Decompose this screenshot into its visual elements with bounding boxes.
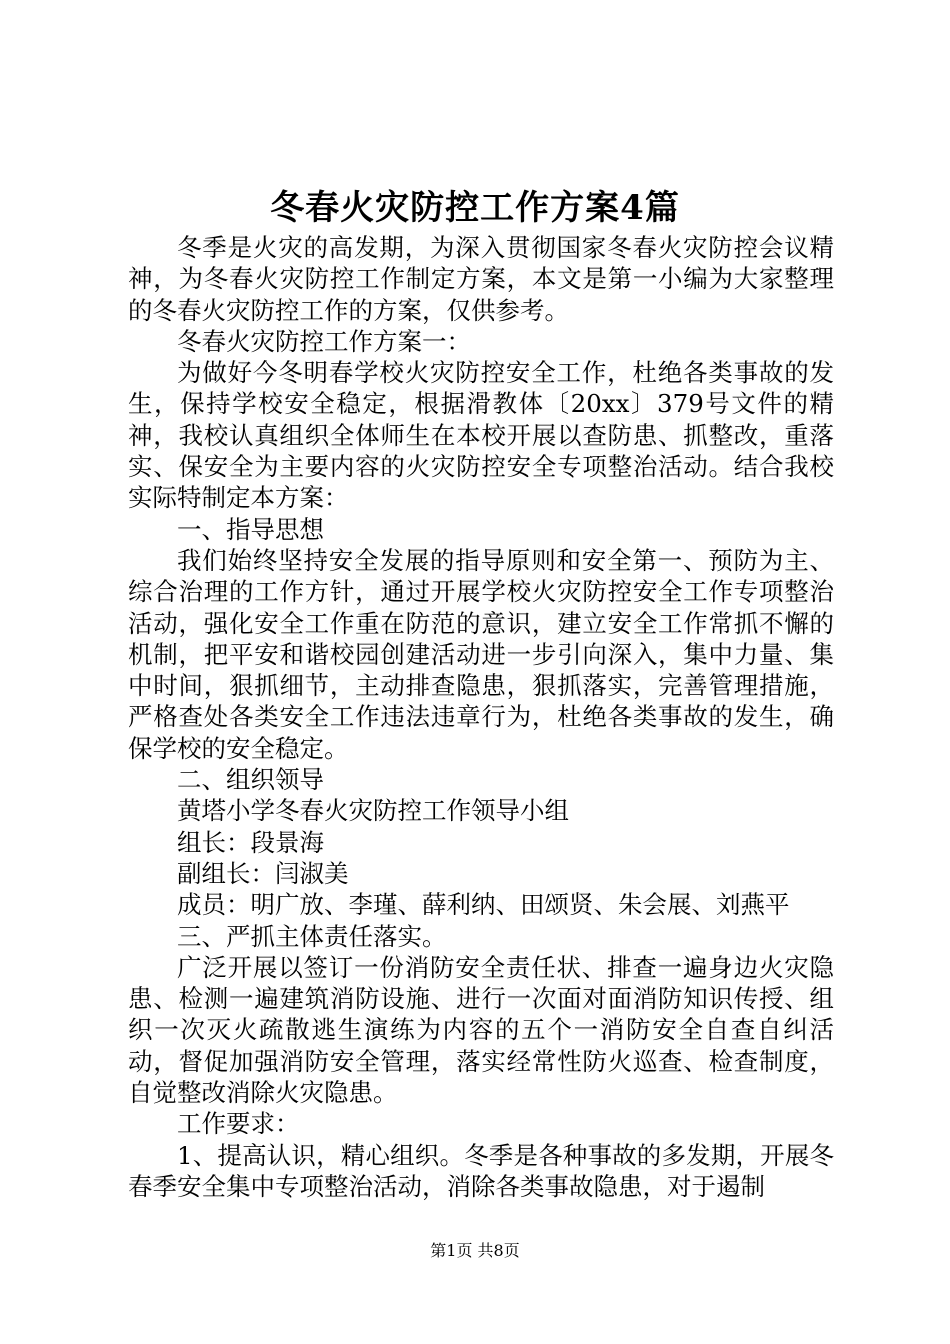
paragraph-group-leader: 组长：段景海: [177, 827, 324, 857]
section-heading-guiding-thought: 一、指导思想: [177, 514, 324, 544]
paragraph-members: 成员：明广放、李瑾、薛利纳、田颂贤、朱会展、刘燕平: [177, 890, 790, 920]
section-heading-organization: 二、组织领导: [177, 765, 324, 795]
paragraph-guiding-thought: 我们始终坚持安全发展的指导原则和安全第一、预防为主、综合治理的工作方针，通过开展学校火灾防控安全工作专项整治活动，强化安全工作重在防范的意识，建立安全工作常抓不懈的机制，把平安和谐校园创建活动进一步引向深入，集中力量、集中时间，狠抓细节，主动排查隐患，狠抓落实，完善管理措施，严格查处各类安全工作违法违章行为，杜绝各类事故的发生，确保学校的安全稳定。: [128, 545, 834, 763]
paragraph-plan-one-purpose: 为做好今冬明春学校火灾防控安全工作，杜绝各类事故的发生，保持学校安全稳定，根据滑教体〔20xx〕379号文件的精神，我校认真组织全体师生在本校开展以查防患、抓整改，重落实、保安全为主要内容的火灾防控安全专项整治活动。结合我校实际特制定本方案：: [128, 358, 834, 513]
page-footer: 第1页 共8页: [430, 1241, 520, 1260]
paragraph-intro: 冬季是火灾的高发期，为深入贯彻国家冬春火灾防控会议精神，为冬春火灾防控工作制定方案，本文是第一小编为大家整理的冬春火灾防控工作的方案，仅供参考。: [128, 233, 834, 325]
section-heading-work-requirements: 工作要求：: [177, 1109, 300, 1139]
paragraph-deputy-leader: 副组长：闫淑美: [177, 858, 349, 888]
paragraph-plan-one-heading: 冬春火灾防控工作方案一：: [177, 326, 471, 356]
document-body: [128, 232, 834, 1202]
document-title: 冬春火灾防控工作方案4篇: [270, 188, 680, 228]
paragraph-responsibility: 广泛开展以签订一份消防安全责任状、排查一遍身边火灾隐患、检测一遍建筑消防设施、进行一次面对面消防知识传授、组织一次灭火疏散逃生演练为内容的五个一消防安全自查自纠活动，督促加强消防安全管理，落实经常性防火巡查、检查制度，自觉整改消除火灾隐患。: [128, 952, 834, 1108]
paragraph-requirement-one: 1、提高认识，精心组织。冬季是各种事故的多发期，开展冬春季安全集中专项整治活动，消除各类事故隐患，对于遏制: [128, 1140, 834, 1201]
section-heading-responsibility: 三、严抓主体责任落实。: [177, 921, 447, 951]
paragraph-leadership-group: 黄塔小学冬春火灾防控工作领导小组: [177, 796, 569, 826]
